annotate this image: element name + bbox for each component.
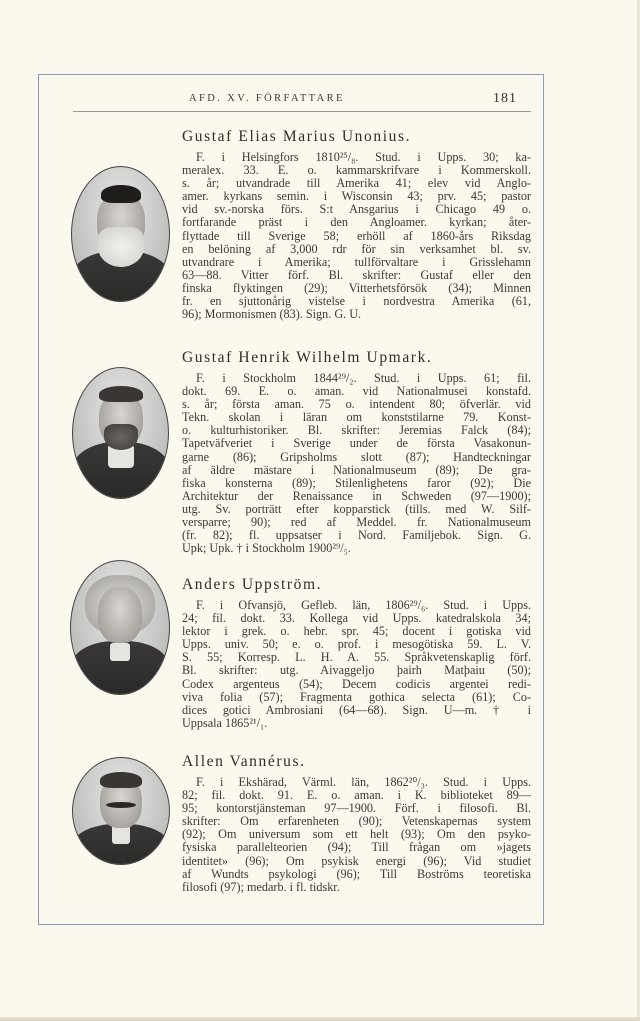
header-rule	[73, 111, 531, 112]
entry-bio: F. i Ekshärad, Värml. län, 1862²⁰/₃. Stud. i Upps. 82; fil. dokt. 91. E. o. aman. i K. biblioteket 89— 95; kontorstjänsteman 97—1900. Förf. i filosofi. Bl. skrifter: Om erfarenheten (90); Vetenskapernas system (92); Om universum som ett helt (93); Om den psyko- fysiska parallelteorien (94); Till frågan om »jagets identitet» (96); Om psykisk energi (96); Vid studiet af Wundts psykologi (96); Till Boströms teoretiska filosofi (97); medarb. i fl. tidskr.	[182, 775, 531, 894]
running-title: AFD. XV. FÖRFATTARE	[189, 93, 345, 104]
portrait-vannerus	[72, 757, 170, 865]
page-edge-bottom	[0, 1017, 640, 1021]
page-number: 181	[493, 91, 517, 106]
portrait-unonius	[71, 166, 170, 302]
entry-name: Anders Uppström.	[182, 576, 323, 593]
running-head	[73, 91, 531, 111]
entry-bio: F. i Ofvansjö, Gefleb. län, 1806²⁹/₆. Stud. i Upps. 24; fil. dokt. 33. Kollega vid Upps. katedralskola 34; lektor i grek. o. hebr. spr. 45; docent i gotiska vid Upps. univ. 50; e. o. prof. i mesogötiska 59. L. V. S. 55; Korresp. L. H. A. 55. Språkvetenskaplig förf. Bl. skrifter: utg. Aivaggeljo þairh Matþaiu (50); Codex argenteus (54); Decem codicis argentei redi- viva folia (57); Fragmenta gothica selecta (61); Co- dices gotici Ambrosiani (64—68). Sign. U—m. † i Uppsala 1865²¹/₁.	[182, 598, 531, 730]
entry-name: Gustaf Elias Marius Unonius.	[182, 128, 412, 145]
entry-bio: F. i Helsingfors 1810²⁵/₈. Stud. i Upps. 30; ka- meralex. 33. E. o. kammarskrifvare i Kommerskoll. s. år; utvandrade till Amerika 41; elev vid Anglo- amer. kyrkans semin. i Wisconsin 43; prv. 45; pastor vid sv.-norska förs. S:t Ansgarius i Chicago 49 o. fortfarande präst i den Angloamer. kyrkan; åter- flyttade till Sverige 58; erhöll af 1860-års Riksdag en belöning af 3,000 rdr för sin verksamhet bl. sv. utvandrare i Amerika; tullförvaltare i Grisslehamn 63—88. Vitter förf. Bl. skrifter: Gustaf eller den finska flyktingen (29); Vitterhetsförsök (34); Minnen fr. en sjuttonårig vistelse i nordvestra Amerika (61, 96); Mormonismen (83). Sign. G. U.	[182, 150, 531, 322]
entry-bio: F. i Stockholm 1844²⁹/₂. Stud. i Upps. 61; fil. dokt. 69. E. o. aman. vid Nationalmusei konstafd. s. år; första aman. 75 o. intendent 80; öfverlär. vid Tekn. skolan i läran om konststilarne 79. Konst- o. kulturhistoriker. Bl. skrifter: Jeremias Falck (84); Tapetväfveriet i Sverige under de första Vasakonun- garne (86); Gripsholms slott (87); Handteckningar af äldre mästare i Nationalmuseum (89); De gra- fiska konsterna (89); Stilenlighetens faror (92); Die Architektur der Renaissance in Schweden (97—1900); utg. Sv. porträtt efter kopparstick (tills. med W. Silf- versparre; 90); red af Meddel. fr. Nationalmuseum (fr. 82); fl. uppsatser i Nord. Familjebok. Sign. G. Upk; Upk. † i Stockholm 1900²⁹/₅.	[182, 371, 531, 556]
page-frame	[38, 74, 544, 925]
portrait-uppstrom	[70, 560, 170, 695]
portrait-upmark	[72, 367, 169, 499]
entry-name: Gustaf Henrik Wilhelm Upmark.	[182, 349, 433, 366]
entry-name: Allen Vannérus.	[182, 753, 306, 770]
